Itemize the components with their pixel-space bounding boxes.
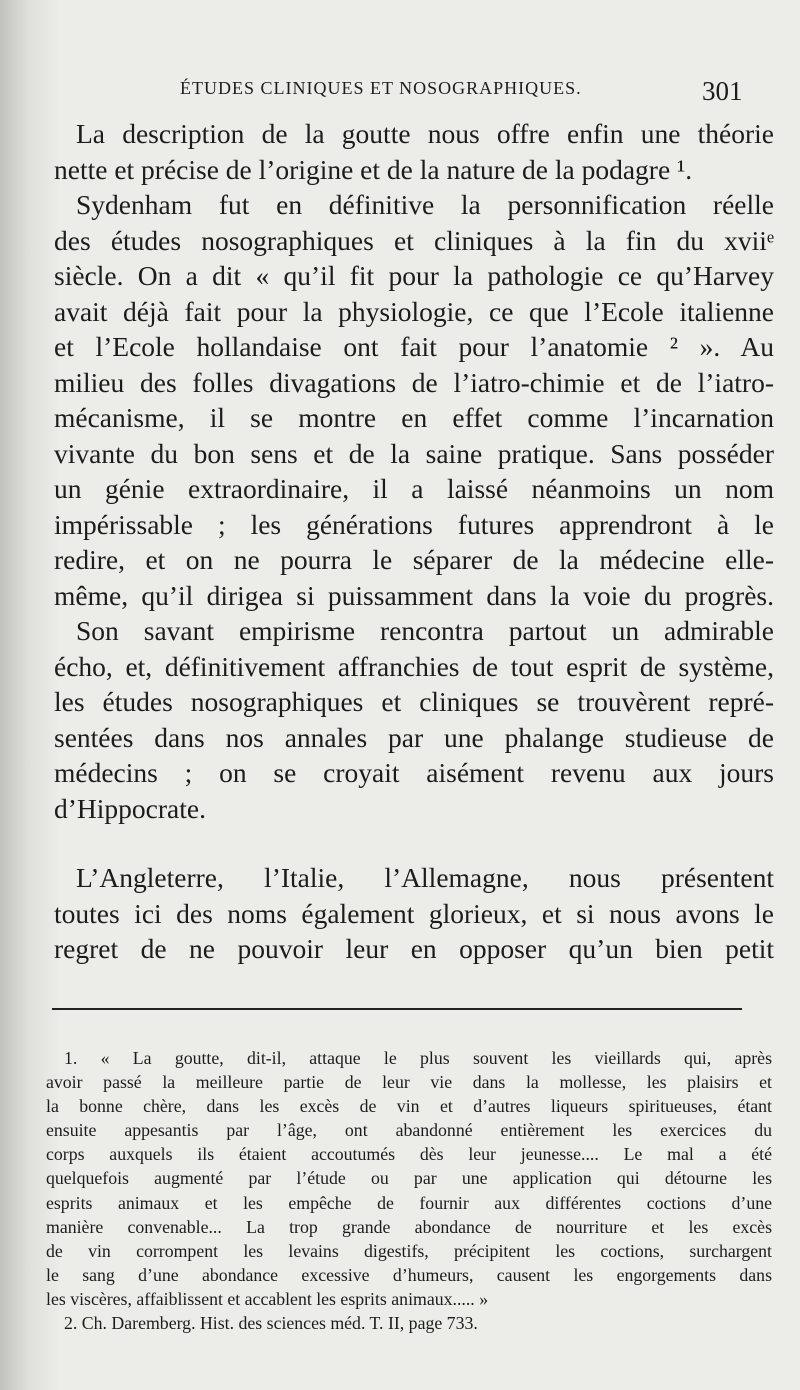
text-line: les études nosographiques et cliniques se trouvèrent repré- — [54, 686, 774, 717]
text-line: nette et précise de l’origine et de la nature de la podagre ¹. — [54, 153, 693, 185]
footnote-line: de vin corrompent les levains digestifs, précipitent les coctions, surchargent — [46, 1240, 772, 1261]
footnote-line: 1. « La goutte, dit-il, attaque le plus souvent les vieillards qui, après — [64, 1048, 772, 1068]
text-line: Sydenham fut en définitive la personnification réelle — [76, 189, 774, 220]
text-line: vivante du bon sens et de la saine pratique. Sans posséder — [54, 437, 774, 469]
footnote-rule — [52, 1008, 742, 1010]
paragraph-goutte — [54, 116, 774, 187]
text-line: Son savant empirisme rencontra partout un admirable — [76, 615, 774, 646]
paragraph-angleterre — [54, 860, 774, 967]
footnote-line: corps auxquels ils étaient accoutumés dès leur jeunesse.... Le mal a été — [46, 1144, 772, 1165]
text-line: même, qu’il dirigea si puissamment dans la voie du progrès. — [54, 579, 774, 611]
footnotes — [46, 1046, 772, 1335]
footnote-line: quelquefois augmenté par l’étude ou par une application qui détourne les — [46, 1168, 772, 1189]
footnote-line: esprits animaux et les empêche de fournir aux différentes coctions d’une — [46, 1192, 772, 1213]
text-line: L’Angleterre, l’Italie, l’Allemagne, nous présentent — [76, 862, 774, 893]
text-line: siècle. On a dit « qu’il fit pour la pathologie ce qu’Harvey — [54, 260, 774, 291]
paragraph-empirisme — [54, 613, 774, 826]
footnote-2 — [46, 1311, 772, 1335]
text-line: mécanisme, il se montre en effet comme l’incarnation — [54, 402, 774, 433]
paragraph-sydenham — [54, 187, 774, 613]
text-line: regret de ne pouvoir leur en opposer qu’un bien petit — [54, 933, 774, 964]
text-line: impérissable ; les générations futures apprendront à le — [54, 508, 774, 540]
page-number: 301 — [702, 76, 743, 106]
footnote-line: avoir passé la meilleure partie de leur vie dans la mollesse, les plaisirs et — [46, 1072, 772, 1093]
text-line: écho, et, définitivement affranchies de tout esprit de système, — [54, 650, 774, 682]
running-title: ÉTUDES CLINIQUES ET NOSOGRAPHIQUES. — [180, 78, 582, 98]
footnote-line: 2. Ch. Daremberg. Hist. des sciences méd. T. II, page 733. — [64, 1313, 478, 1334]
running-head — [0, 76, 800, 106]
text-line: des études nosographiques et cliniques à la fin du xviiᵉ — [54, 224, 774, 256]
footnote-line: manière convenable... La trop grande abondance de nourriture et les excès — [46, 1216, 772, 1237]
text-line: avait déjà fait pour la physiologie, ce que l’Ecole italienne — [54, 295, 774, 327]
text-line: d’Hippocrate. — [54, 792, 206, 824]
text-line: médecins ; on se croyait aisément revenu aux jours — [54, 757, 774, 788]
paragraph-gap — [54, 826, 774, 860]
text-line: un génie extraordinaire, il a laissé néanmoins un nom — [54, 473, 774, 504]
footnote-1 — [46, 1046, 772, 1311]
footnote-line: la bonne chère, dans les excès de vin et d’autres liqueurs spiritueuses, étant — [46, 1096, 772, 1117]
footnote-line: ensuite appesantis par l’âge, ont abandonné entièrement les exercices du — [46, 1120, 772, 1141]
text-line: La description de la goutte nous offre enfin une théorie — [76, 118, 774, 149]
body-text — [54, 116, 774, 967]
footnote-line: le sang d’une abondance excessive d’humeurs, causent les engorgements dans — [46, 1264, 772, 1285]
text-line: toutes ici des noms également glorieux, et si nous avons le — [54, 897, 774, 929]
text-line: et l’Ecole hollandaise ont fait pour l’anatomie ² ». Au — [54, 331, 774, 362]
text-line: sentées dans nos annales par une phalange studieuse de — [54, 721, 774, 753]
text-line: redire, et on ne pourra le séparer de la médecine elle- — [54, 544, 774, 575]
text-line: milieu des folles divagations de l’iatro-chimie et de l’iatro- — [54, 366, 774, 398]
footnote-line: les viscères, affaiblissent et accablent les esprits animaux..... » — [46, 1288, 489, 1309]
